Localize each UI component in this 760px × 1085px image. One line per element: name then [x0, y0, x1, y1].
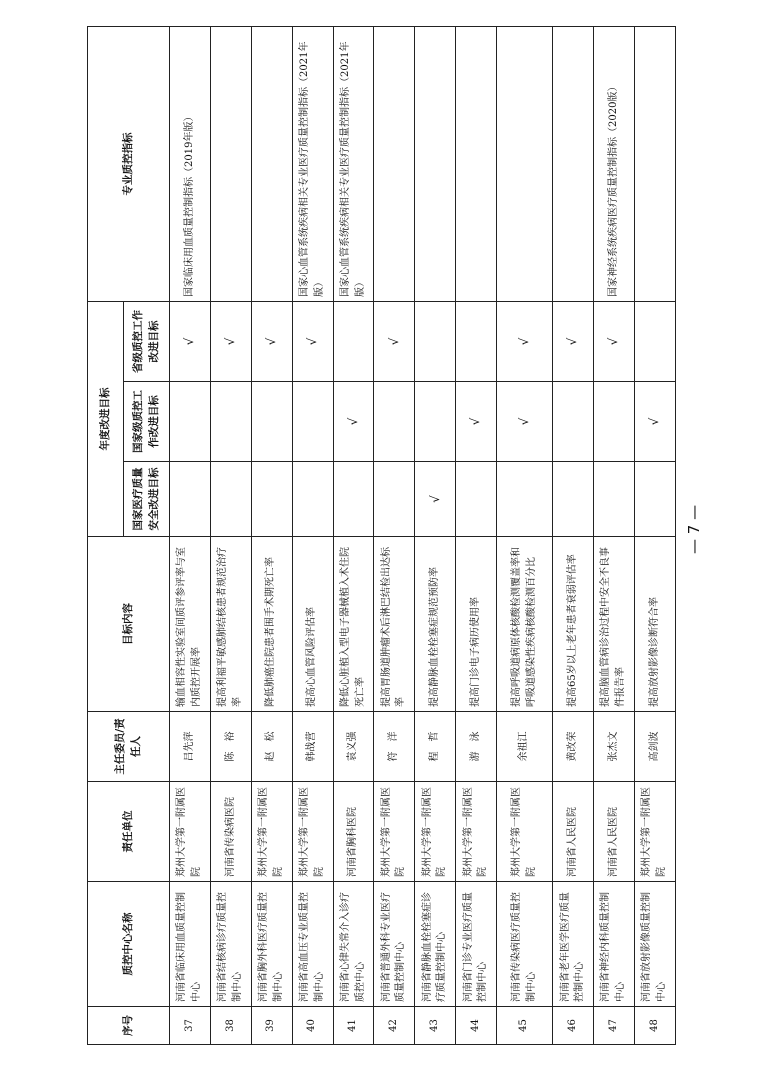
header-center: 质控中心名称	[88, 882, 170, 1007]
national-work-check	[594, 382, 635, 462]
quality-indicators: 国家神经系统疾病医疗质量控制指标（2020版）	[594, 27, 635, 302]
quality-indicators	[634, 27, 675, 302]
director-name: 游 泳	[456, 712, 497, 782]
header-content: 目标内容	[88, 537, 170, 712]
quality-control-table	[87, 26, 676, 1045]
provincial-work-check: √	[251, 302, 292, 382]
provincial-work-check: √	[594, 302, 635, 382]
table-row	[292, 27, 333, 1045]
director-name: 陈 裕	[210, 712, 251, 782]
quality-indicators	[497, 27, 553, 302]
row-number: 37	[170, 1007, 211, 1045]
header-national-work: 国家级质控工作改进目标	[124, 382, 170, 462]
table-row	[497, 27, 553, 1045]
table-row	[251, 27, 292, 1045]
national-work-check: √	[333, 382, 374, 462]
table-body	[170, 27, 676, 1045]
responsible-unit: 郑州大学第一附属医院	[415, 782, 456, 882]
target-content: 提高胃肠道肿瘤术后淋巴结检出达标率	[374, 537, 415, 712]
header-director: 主任委员/责任人	[88, 712, 170, 782]
target-content: 提高门诊电子病历使用率	[456, 537, 497, 712]
target-content: 提高利福平敏感肺结核患者规范治疗率	[210, 537, 251, 712]
director-name: 吕先萍	[170, 712, 211, 782]
center-name: 河南省高血压专业质量控制中心	[292, 882, 333, 1007]
target-content: 提高65岁以上老年患者衰弱评估率	[553, 537, 594, 712]
table-row	[333, 27, 374, 1045]
national-work-check: √	[497, 382, 553, 462]
responsible-unit: 河南省人民医院	[553, 782, 594, 882]
rotated-table-page	[87, 27, 667, 1045]
row-number: 43	[415, 1007, 456, 1045]
center-name: 河南省临床用血质量控制中心	[170, 882, 211, 1007]
provincial-work-check: √	[210, 302, 251, 382]
target-content: 提高放射影像诊断符合率	[634, 537, 675, 712]
target-content: 提高心血管风险评估率	[292, 537, 333, 712]
quality-indicators	[456, 27, 497, 302]
national-safety-check	[374, 462, 415, 537]
table-row	[374, 27, 415, 1045]
national-work-check: √	[456, 382, 497, 462]
national-work-check: √	[634, 382, 675, 462]
header-annual-targets: 年度改进目标	[88, 302, 124, 537]
national-safety-check	[292, 462, 333, 537]
target-content: 输血相容性实验室间质评参评率与室内质控开展率	[170, 537, 211, 712]
responsible-unit: 郑州大学第一附属医院	[634, 782, 675, 882]
center-name: 河南省神经内科质量控制中心	[594, 882, 635, 1007]
national-safety-check	[497, 462, 553, 537]
provincial-work-check: √	[374, 302, 415, 382]
provincial-work-check	[634, 302, 675, 382]
center-name: 河南省结核病诊疗质量控制中心	[210, 882, 251, 1007]
header-national-safety: 国家医疗质量安全改进目标	[124, 462, 170, 537]
responsible-unit: 郑州大学第一附属医院	[251, 782, 292, 882]
center-name: 河南省门诊专业医疗质量控制中心	[456, 882, 497, 1007]
quality-indicators: 国家心血管系统疾病相关专业医疗质量控制指标（2021年版）	[292, 27, 333, 302]
table-row	[415, 27, 456, 1045]
row-number: 41	[333, 1007, 374, 1045]
responsible-unit: 郑州大学第一附属医院	[456, 782, 497, 882]
provincial-work-check: √	[292, 302, 333, 382]
target-content: 提高脑血管病诊治过程中安全不良事件报告率	[594, 537, 635, 712]
quality-indicators: 国家临床用血质量控制指标（2019年版）	[170, 27, 211, 302]
center-name: 河南省普通外科专业医疗质量控制中心	[374, 882, 415, 1007]
page-number: — 7 —	[685, 504, 703, 554]
director-name: 程 哲	[415, 712, 456, 782]
responsible-unit: 郑州大学第一附属医院	[170, 782, 211, 882]
row-number: 42	[374, 1007, 415, 1045]
national-safety-check	[594, 462, 635, 537]
director-name: 赵 松	[251, 712, 292, 782]
target-content: 降低心脏植入型电子器械植入术住院死亡率	[333, 537, 374, 712]
table-row	[634, 27, 675, 1045]
table-row	[553, 27, 594, 1045]
header-provincial-work: 省级质控工作改进目标	[124, 302, 170, 382]
provincial-work-check	[456, 302, 497, 382]
header-seq: 序号	[88, 1007, 170, 1045]
center-name: 河南省放射影像质量控制中心	[634, 882, 675, 1007]
center-name: 河南省心律失常介入诊疗质控中心	[333, 882, 374, 1007]
provincial-work-check: √	[553, 302, 594, 382]
row-number: 46	[553, 1007, 594, 1045]
center-name: 河南省胸外科医疗质量控制中心	[251, 882, 292, 1007]
national-safety-check	[553, 462, 594, 537]
responsible-unit: 郑州大学第一附属医院	[374, 782, 415, 882]
center-name: 河南省传染病医疗质量控制中心	[497, 882, 553, 1007]
quality-indicators	[415, 27, 456, 302]
table-row	[594, 27, 635, 1045]
national-safety-check	[634, 462, 675, 537]
director-name: 余祖江	[497, 712, 553, 782]
national-work-check	[292, 382, 333, 462]
target-content: 提高静脉血栓栓塞症规范预防率	[415, 537, 456, 712]
director-name: 黄改荣	[553, 712, 594, 782]
provincial-work-check: √	[497, 302, 553, 382]
quality-indicators	[553, 27, 594, 302]
row-number: 38	[210, 1007, 251, 1045]
target-content: 降低肺癌住院患者围手术期死亡率	[251, 537, 292, 712]
responsible-unit: 河南省人民医院	[594, 782, 635, 882]
provincial-work-check	[415, 302, 456, 382]
responsible-unit: 河南省胸科医院	[333, 782, 374, 882]
national-work-check	[553, 382, 594, 462]
national-safety-check	[333, 462, 374, 537]
quality-indicators: 国家心血管系统疾病相关专业医疗质量控制指标（2021年版）	[333, 27, 374, 302]
national-work-check	[251, 382, 292, 462]
national-work-check	[170, 382, 211, 462]
provincial-work-check: √	[170, 302, 211, 382]
director-name: 袁义强	[333, 712, 374, 782]
row-number: 40	[292, 1007, 333, 1045]
national-work-check	[374, 382, 415, 462]
row-number: 47	[594, 1007, 635, 1045]
quality-indicators	[251, 27, 292, 302]
national-safety-check	[170, 462, 211, 537]
national-safety-check	[456, 462, 497, 537]
provincial-work-check	[333, 302, 374, 382]
row-number: 48	[634, 1007, 675, 1045]
quality-indicators	[374, 27, 415, 302]
table-row	[170, 27, 211, 1045]
director-name: 张杰文	[594, 712, 635, 782]
center-name: 河南省静脉血栓栓塞症诊疗质量控制中心	[415, 882, 456, 1007]
national-work-check	[415, 382, 456, 462]
row-number: 45	[497, 1007, 553, 1045]
row-number: 39	[251, 1007, 292, 1045]
director-name: 韩战营	[292, 712, 333, 782]
responsible-unit: 河南省传染病医院	[210, 782, 251, 882]
responsible-unit: 郑州大学第一附属医院	[292, 782, 333, 882]
responsible-unit: 郑州大学第一附属医院	[497, 782, 553, 882]
header-indicators: 专业质控指标	[88, 27, 170, 302]
national-safety-check	[210, 462, 251, 537]
quality-indicators	[210, 27, 251, 302]
table-row	[210, 27, 251, 1045]
center-name: 河南省老年医学医疗质量控制中心	[553, 882, 594, 1007]
national-work-check	[210, 382, 251, 462]
national-safety-check	[251, 462, 292, 537]
table-row	[456, 27, 497, 1045]
header-unit: 责任单位	[88, 782, 170, 882]
row-number: 44	[456, 1007, 497, 1045]
director-name: 高剑波	[634, 712, 675, 782]
target-content: 提高呼吸道病原体核酸检测覆盖率和呼吸道感染性疾病核酸检测百分比	[497, 537, 553, 712]
national-safety-check: √	[415, 462, 456, 537]
director-name: 符 洋	[374, 712, 415, 782]
